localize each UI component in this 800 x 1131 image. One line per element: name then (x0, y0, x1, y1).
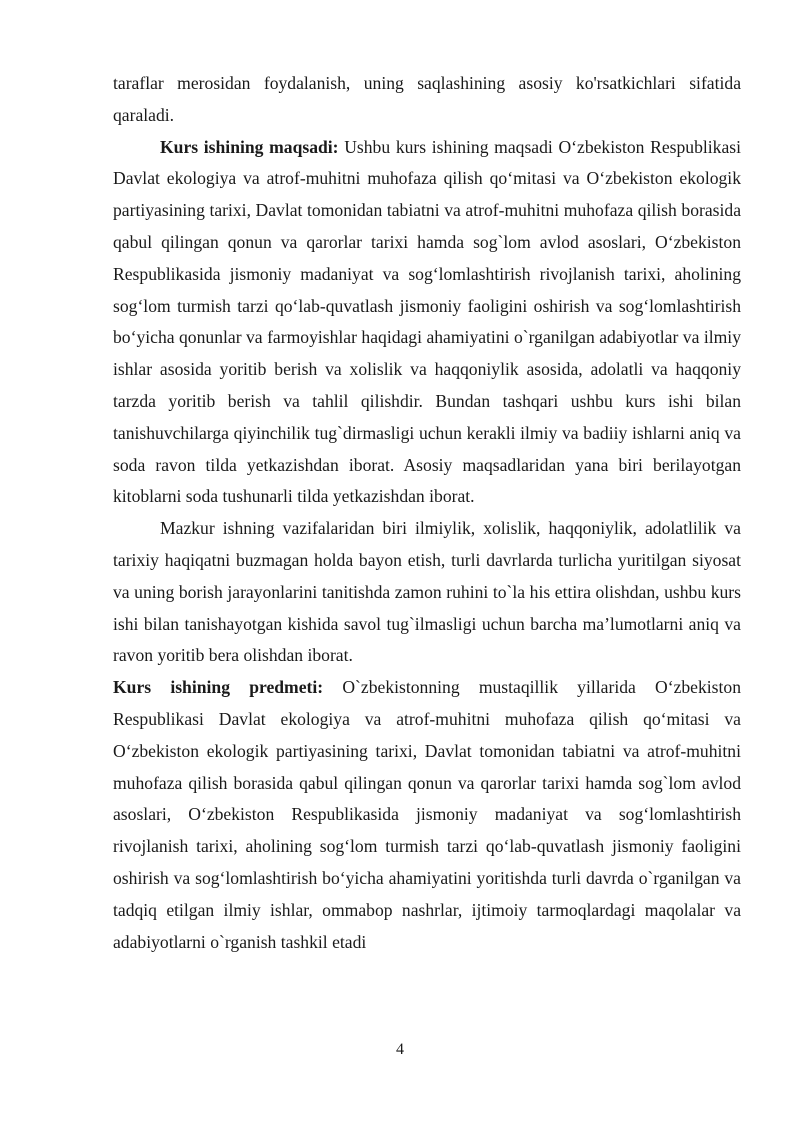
purpose-text: Ushbu kurs ishining maqsadi O‘zbekiston Respublikasi Davlat ekologiya va atrof-muhitni muhofaza qilish qo‘mitasi va O‘zbekiston ekologik partiyasining tarixi, Davlat tomonidan tabiatni va atrof-muhitni muhofaza qilish borasida qabul qilingan qonun va qarorlar tarixi hamda sog`lom avlod asoslari, O‘zbekiston Respublikasida jismoniy madaniyat va sog‘lomlashtirish rivojlanish tarixi, aholining sog‘lom turmish tarzi qo‘lab-quvatlash jismoniy faoligini oshirish va sog‘lomlashtirish bo‘yicha qonunlar va farmoyishlar haqidagi ahamiyatini o`rganilgan adabiyotlar va ilmiy ishlar asosida yoritib berish va xolislik va haqqoniylik asosida, adolatli va haqqoniy tarzda yoritib berish va tahlil qilishdir. Bundan tashqari ushbu kurs ishi bilan tanishuvchilarga qiyinchilik tug`dirmasligi uchun kerakli ilmiy va badiiy ishlarni aniq va soda ravon tilda yetkazishdan iborat. Asosiy maqsadlaridan yana biri berilayotgan kitoblarni soda tushunarli tilda yetkazishdan iborat. (113, 136, 742, 507)
document-page (113, 68, 741, 958)
paragraph-subject (113, 672, 741, 958)
subject-heading: Kurs ishining predmeti: (113, 677, 324, 698)
paragraph-tasks: Mazkur ishning vazifalaridan biri ilmiylik, xolislik, haqqoniylik, adolatlilik va tarixiy haqiqatni buzmagan holda bayon etish, turli davrlarda turlicha yuritilgan siyosat va uning borish jarayonlarini tanitishda zamon ruhini to`la his ettira olishdan, ushbu kurs ishi bilan tanishayotgan kishida savol tug`ilmasligi uchun barcha ma’lumotlarni aniq va ravon yoritib bera olishdan iborat. (113, 518, 741, 666)
page-number: 4 (396, 1041, 404, 1058)
purpose-heading: Kurs ishining maqsadi: (160, 136, 339, 157)
subject-text: O`zbekistonning mustaqillik yillarida O‘zbekiston Respublikasi Davlat ekologiya va atrof-muhitni muhofaza qilish qo‘mitasi va O‘zbekiston ekologik partiyasining tarixi, Davlat tomonidan tabiatni va atrof-muhitni muhofaza qilish borasida qabul qilingan qonun va qarorlar tarixi hamda sog`lom avlod asoslari, O‘zbekiston Respublikasida jismoniy madaniyat va sog‘lomlashtirish rivojlanish tarixi, aholining sog‘lom turmish tarzi qo‘lab-quvatlash jismoniy faoligini oshirish va sog‘lomlashtirish bo‘yicha ahamiyatini yoritishda turli davrda o`rganilgan va tadqiq etilgan ilmiy ishlar, ommabop nashrlar, ijtimoiy tarmoqlardagi maqolalar va adabiyotlarni o`rganish tashkil etadi (113, 677, 742, 952)
paragraph-continuation: taraflar merosidan foydalanish, uning saqlashining asosiy ko'rsatkichlari sifatida qaraladi. (113, 73, 741, 125)
paragraph-purpose (113, 132, 741, 514)
